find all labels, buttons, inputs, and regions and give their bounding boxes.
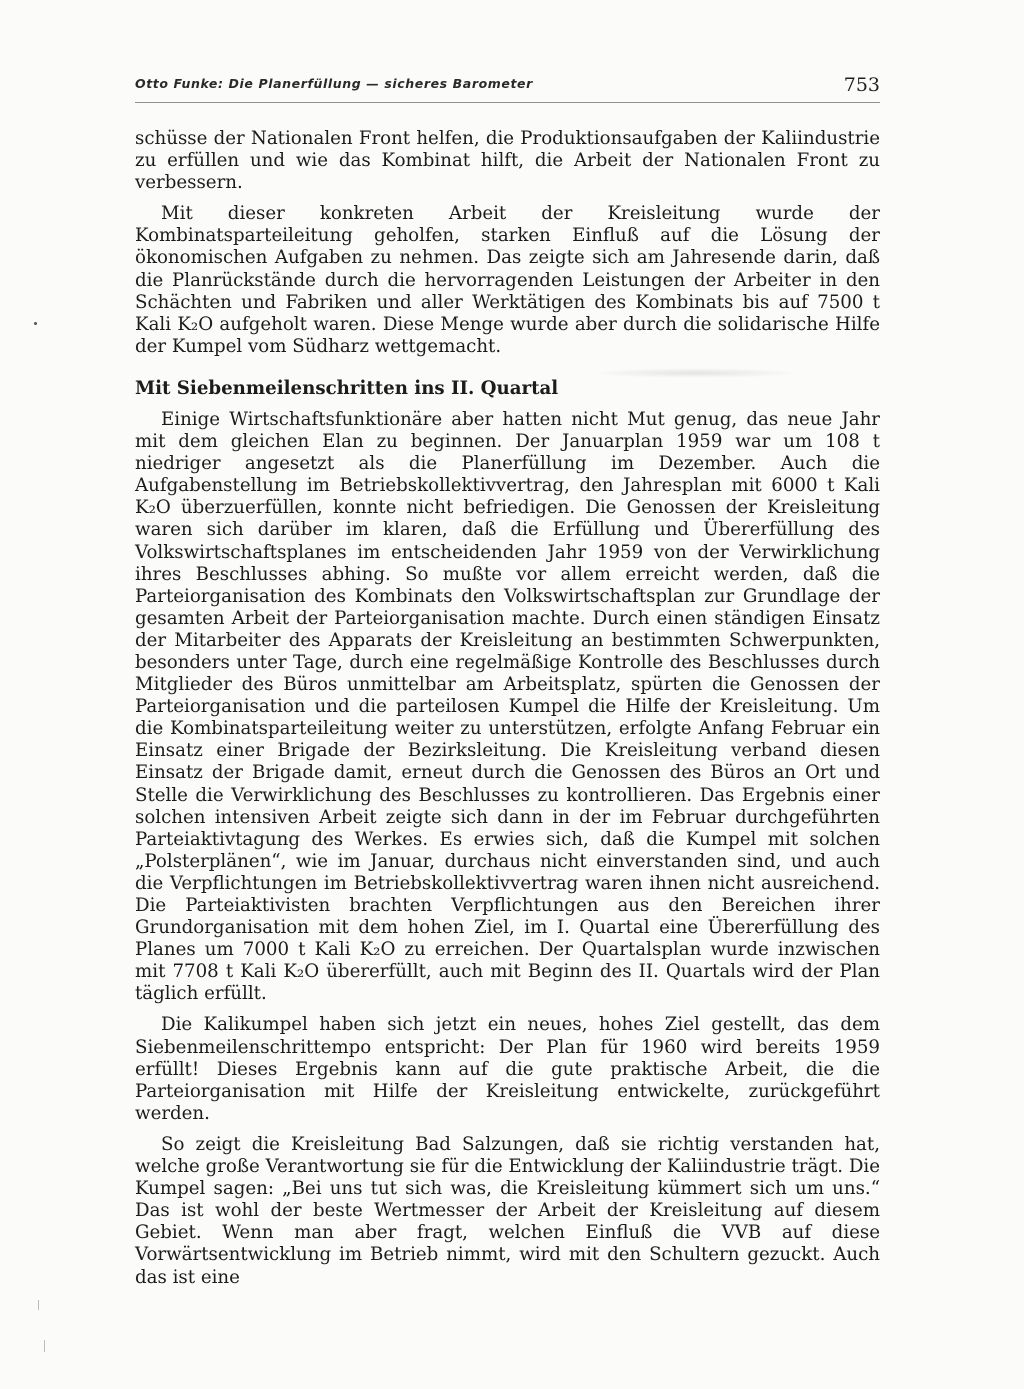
body-text (135, 128, 880, 1298)
paragraph: So zeigt die Kreisleitung Bad Salzungen, daß sie richtig verstanden hat, welche große Verantwortung sie für die Entwicklung der Kaliindustrie trägt. Die Kumpel sagen: „Bei uns tut sich was, die Kreisleitung kümmert sich um uns.“ Das ist wohl der beste Wertmesser der Arbeit der Kreisleitung auf diesem Gebiet. Wenn man aber fragt, welchen Einfluß die VVB auf diese Vorwärtsentwicklung im Betrieb nimmt, wird mit den Schultern gezuckt. Auch das ist eine (135, 1133, 880, 1288)
paragraph-continuation: schüsse der Nationalen Front helfen, die Produktionsaufgaben der Kaliindustrie zu erfüllen und wie das Kombinat hilft, die Arbeit der Nationalen Front zu verbessern. (135, 128, 880, 194)
section-heading: Mit Siebenmeilenschritten ins II. Quartal (135, 377, 559, 399)
paragraph: Einige Wirtschaftsfunktionäre aber hatten nicht Mut genug, das neue Jahr mit dem gleichen Elan zu beginnen. Der Januarplan 1959 war um 108 t niedriger angesetzt als die Planerfüllung im Dezember. Auch die Aufgabenstellung im Betriebskollektivvertrag, den Jahresplan mit 6000 t Kali K₂O überzuerfüllen, konnte nicht befriedigen. Die Genossen der Kreisleitung waren sich darüber im klaren, daß die Erfüllung und Übererfüllung des Volkswirtschaftsplanes im entscheidenden Jahr 1959 von der Verwirklichung ihres Beschlusses abhing. So mußte vor allem erreicht werden, daß die Parteiorganisation des Kombinats den Volkswirtschaftsplan zur Grundlage der gesamten Arbeit der Parteiorganisation machte. Durch einen ständigen Einsatz der Mitarbeiter des Apparats der Kreisleitung an bestimmten Schwerpunkten, besonders unter Tage, durch eine regelmäßige Kontrolle des Beschlusses durch Mitglieder des Büros unmittelbar am Arbeitsplatz, spürten die Genossen der Parteiorganisation und die parteilosen Kumpel die Hilfe der Kreisleitung. Um die Kombinatsparteileitung weiter zu unterstützen, erfolgte Anfang Februar ein Einsatz einer Brigade der Bezirksleitung. Die Kreisleitung verband diesen Einsatz der Brigade damit, erneut durch die Genossen des Büros an Ort und Stelle die Verwirklichung des Beschlusses zu kontrollieren. Das Ergebnis einer solchen intensiven Arbeit zeigte sich dann in der im Februar durchgeführten Parteiaktivtagung des Werkes. Es erwies sich, daß die Kumpel mit solchen „Polsterplänen“, wie im Januar, durchaus nicht einverstanden sind, und auch die Verpflichtungen im Betriebskollektivvertrag waren ihnen nicht ausreichend. Die Parteiaktivisten brachten Verpflichtungen aus den Bereichen ihrer Grundorganisation mit dem hohen Ziel, im I. Quartal eine Übererfüllung des Planes um 7000 t Kali K₂O zu erreichen. Der Quartalsplan wurde inzwischen mit 7708 t Kali K₂O übererfüllt, auch mit Beginn des II. Quartals wird der Plan täglich erfüllt. (135, 408, 880, 1005)
margin-mark (34, 322, 37, 325)
paragraph: Mit dieser konkreten Arbeit der Kreisleitung wurde der Kombinatsparteileitung geholfen, starken Einfluß auf die Lösung der ökonomischen Aufgaben zu nehmen. Das zeigte sich am Jahresende darin, daß die Planrückstände durch die hervorragenden Leistungen der Arbeiter in den Schächten und Fabriken und aller Werktätigen des Kombinats bis auf 7500 t Kali K₂O aufgeholt waren. Diese Menge wurde aber durch die solidarische Hilfe der Kumpel vom Südharz wettgemacht. (135, 203, 880, 357)
running-header (135, 74, 880, 98)
paragraph: Die Kalikumpel haben sich jetzt ein neues, hohes Ziel gestellt, das dem Siebenmeilenschrittempo entspricht: Der Plan für 1960 wird bereits 1959 erfüllt! Dieses Ergebnis kann auf die gute praktische Arbeit, die die Parteiorganisation mit Hilfe der Kreisleitung entwickelte, zurückgeführt werden. (135, 1014, 880, 1124)
margin-speckle (38, 1300, 39, 1310)
header-divider (135, 102, 880, 103)
running-header-title: Otto Funke: Die Planerfüllung — sicheres Barometer (135, 76, 533, 91)
page-number: 753 (843, 74, 880, 96)
margin-speckle (44, 1340, 45, 1352)
